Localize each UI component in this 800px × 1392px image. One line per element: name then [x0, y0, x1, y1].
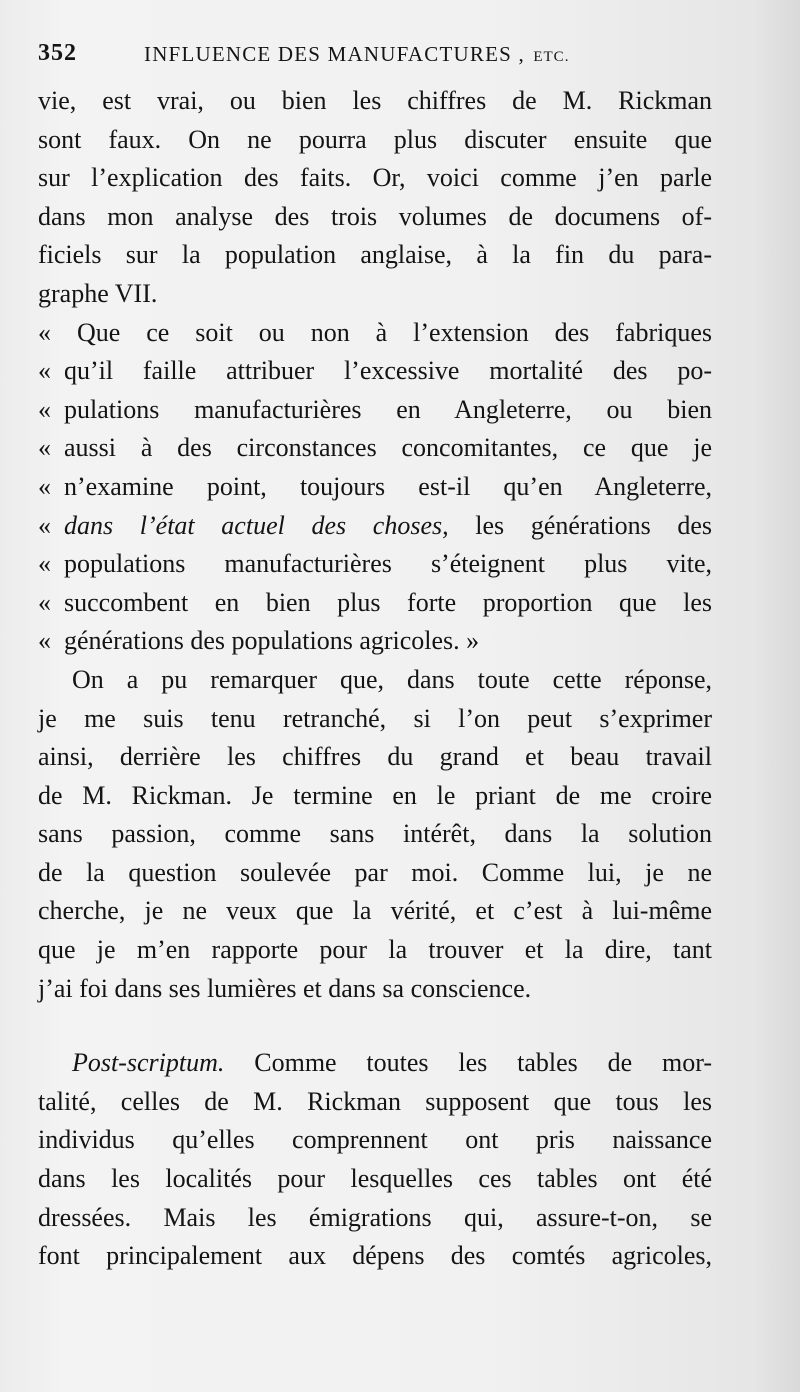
- text-line: que je m’en rapporte pour la trouver et la dire, tant: [38, 935, 712, 965]
- text-line: individus qu’elles comprennent ont pris naissance: [38, 1125, 712, 1155]
- running-title-text: INFLUENCE DES MANUFACTURES ,: [144, 42, 525, 66]
- quote-text: Que ce soit ou non à l’extension des fabriques: [76, 317, 712, 347]
- quote-line: [38, 468, 712, 507]
- text-line: talité, celles de M. Rickman supposent que tous les: [38, 1086, 712, 1116]
- text-line: dans mon analyse des trois volumes de documens of-: [38, 201, 712, 231]
- paragraph-postscript: [38, 1044, 712, 1276]
- postscript-label: Post-scriptum.: [72, 1048, 225, 1078]
- text-line: de M. Rickman. Je termine en le priant de me croire: [38, 780, 712, 810]
- postscript-first-line: Comme toutes les tables de mor-: [254, 1048, 713, 1078]
- text-line: On a pu remarquer que, dans toute cette réponse,: [72, 664, 712, 694]
- quote-line: [38, 622, 712, 661]
- text-line: cherche, je ne veux que la vérité, et c’est à lui-même: [38, 896, 712, 926]
- text-line: ficiels sur la population anglaise, à la fin du para-: [38, 240, 712, 270]
- page-number: 352: [38, 40, 77, 66]
- guillemet: «: [38, 587, 51, 617]
- guillemet: «: [38, 471, 51, 501]
- quote-line: [38, 507, 712, 546]
- text-line: font principalement aux dépens des comtés agricoles,: [38, 1241, 712, 1271]
- guillemet: «: [38, 317, 51, 347]
- text-line: [38, 1044, 712, 1083]
- running-title-etc: ETC.: [533, 49, 570, 65]
- text-line: sans passion, comme sans intérêt, dans la solution: [38, 819, 712, 849]
- text-line: sont faux. On ne pourra plus discuter ensuite que: [38, 124, 712, 154]
- text-line: je me suis tenu retranché, si l’on peut s’exprimer: [38, 703, 712, 733]
- quote-text: aussi à des circonstances concomitantes, ce que je: [64, 433, 712, 463]
- page-header: [38, 40, 760, 80]
- quote-text: les générations des: [475, 510, 712, 540]
- guillemet: «: [38, 433, 51, 463]
- guillemet: «: [38, 394, 51, 424]
- body-text: [38, 82, 712, 1276]
- text-line: sur l’explication des faits. Or, voici comme j’en parle: [38, 163, 712, 193]
- text-line: graphe VII.: [38, 278, 158, 308]
- quote-text: succombent en bien plus forte proportion que les: [64, 587, 712, 617]
- paragraph-continuation: [38, 82, 712, 314]
- text-line: dressées. Mais les émigrations qui, assure-t-on, se: [38, 1202, 712, 1232]
- text-line: ainsi, derrière les chiffres du grand et beau travail: [38, 742, 712, 772]
- guillemet: «: [38, 356, 51, 386]
- quote-text: qu’il faille attribuer l’excessive mortalité des po-: [64, 356, 712, 386]
- section-spacer: [38, 1008, 712, 1044]
- quote-line: [38, 391, 712, 430]
- block-quote: [38, 314, 712, 661]
- running-title: [144, 42, 569, 67]
- paragraph-conclusion: [38, 661, 712, 1008]
- text-line: j’ai foi dans ses lumières et dans sa conscience.: [38, 973, 532, 1003]
- quote-line: [38, 545, 712, 584]
- text-line: de la question soulevée par moi. Comme lui, je ne: [38, 857, 712, 887]
- quote-line: [38, 584, 712, 623]
- text-line: dans les localités pour lesquelles ces tables ont été: [38, 1164, 712, 1194]
- quote-italic-text: dans l’état actuel des choses,: [64, 510, 449, 540]
- guillemet: «: [38, 626, 51, 656]
- guillemet: «: [38, 510, 51, 540]
- quote-text: pulations manufacturières en Angleterre, ou bien: [64, 394, 712, 424]
- quote-line: [38, 314, 712, 353]
- quote-line: [38, 429, 712, 468]
- text-line: vie, est vrai, ou bien les chiffres de M. Rickman: [38, 86, 712, 115]
- quote-text: n’examine point, toujours est-il qu’en Angleterre,: [64, 471, 712, 501]
- quote-text: générations des populations agricoles. »: [64, 626, 480, 656]
- guillemet: «: [38, 549, 51, 579]
- quote-text: populations manufacturières s’éteignent plus vite,: [64, 549, 712, 579]
- quote-line: [38, 352, 712, 391]
